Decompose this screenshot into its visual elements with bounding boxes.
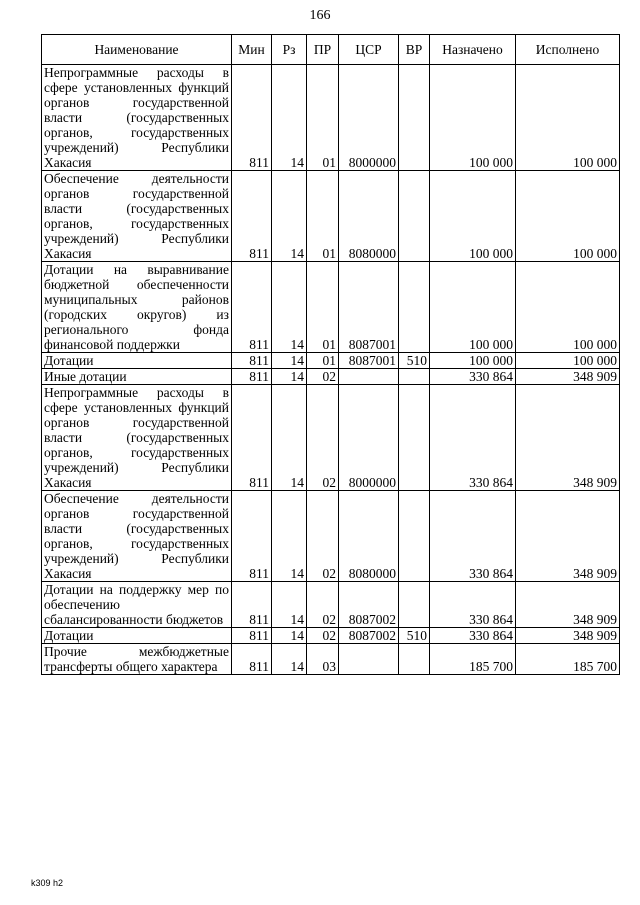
- row-rz: 14: [272, 644, 307, 675]
- row-executed: 348 909: [516, 628, 620, 644]
- row-min: 811: [232, 582, 272, 628]
- row-csr: [339, 369, 399, 385]
- page-number: 166: [309, 8, 331, 23]
- table-row: [42, 171, 620, 262]
- row-name: Непрограммные расходы в сфере установленных функций органов государственной власти (государственных органов, государственных учреждений) Республики Хакасия: [42, 385, 232, 491]
- header-csr: ЦСР: [339, 35, 399, 65]
- row-rz: 14: [272, 491, 307, 582]
- row-name: Иные дотации: [42, 369, 232, 385]
- row-rz: 14: [272, 353, 307, 369]
- row-rz: 14: [272, 65, 307, 171]
- row-csr: 8000000: [339, 65, 399, 171]
- row-vr: 510: [399, 628, 430, 644]
- row-vr: [399, 644, 430, 675]
- row-assigned: 100 000: [430, 353, 516, 369]
- row-csr: 8087001: [339, 353, 399, 369]
- row-pr: 03: [307, 644, 339, 675]
- row-csr: 8087002: [339, 628, 399, 644]
- row-min: 811: [232, 628, 272, 644]
- header-vr: ВР: [399, 35, 430, 65]
- row-csr: 8080000: [339, 491, 399, 582]
- row-rz: 14: [272, 262, 307, 353]
- row-rz: 14: [272, 171, 307, 262]
- budget-table: [41, 34, 620, 675]
- row-min: 811: [232, 262, 272, 353]
- row-vr: [399, 491, 430, 582]
- row-executed: 348 909: [516, 582, 620, 628]
- row-executed: 100 000: [516, 353, 620, 369]
- row-pr: 02: [307, 491, 339, 582]
- row-min: 811: [232, 644, 272, 675]
- row-assigned: 100 000: [430, 262, 516, 353]
- row-name: Дотации: [42, 353, 232, 369]
- row-rz: 14: [272, 385, 307, 491]
- row-vr: [399, 582, 430, 628]
- table-row: [42, 491, 620, 582]
- table-header-row: [42, 35, 620, 65]
- row-vr: [399, 262, 430, 353]
- row-pr: 01: [307, 65, 339, 171]
- row-executed: 100 000: [516, 262, 620, 353]
- row-min: 811: [232, 353, 272, 369]
- row-min: 811: [232, 171, 272, 262]
- row-assigned: 100 000: [430, 171, 516, 262]
- row-assigned: 330 864: [430, 582, 516, 628]
- row-executed: 100 000: [516, 65, 620, 171]
- header-min: Мин: [232, 35, 272, 65]
- row-name: Дотации на поддержку мер по обеспечению сбалансированности бюджетов: [42, 582, 232, 628]
- header-executed: Исполнено: [516, 35, 620, 65]
- row-executed: 100 000: [516, 171, 620, 262]
- row-rz: 14: [272, 582, 307, 628]
- row-name: Обеспечение деятельности органов государственной власти (государственных органов, государственных учреждений) Республики Хакасия: [42, 171, 232, 262]
- row-csr: 8000000: [339, 385, 399, 491]
- row-executed: 348 909: [516, 491, 620, 582]
- row-pr: 01: [307, 353, 339, 369]
- header-assigned: Назначено: [430, 35, 516, 65]
- row-pr: 01: [307, 262, 339, 353]
- row-vr: [399, 65, 430, 171]
- row-vr: [399, 171, 430, 262]
- row-csr: [339, 644, 399, 675]
- header-rz: Рз: [272, 35, 307, 65]
- table-row: [42, 582, 620, 628]
- row-name: Дотации: [42, 628, 232, 644]
- table-row: [42, 262, 620, 353]
- row-assigned: 330 864: [430, 385, 516, 491]
- row-rz: 14: [272, 369, 307, 385]
- row-vr: [399, 385, 430, 491]
- row-rz: 14: [272, 628, 307, 644]
- table-row: [42, 65, 620, 171]
- row-csr: 8087002: [339, 582, 399, 628]
- table-row: [42, 369, 620, 385]
- row-min: 811: [232, 65, 272, 171]
- row-assigned: 330 864: [430, 369, 516, 385]
- row-assigned: 185 700: [430, 644, 516, 675]
- row-vr: [399, 369, 430, 385]
- row-assigned: 100 000: [430, 65, 516, 171]
- row-pr: 02: [307, 582, 339, 628]
- footer-code: k309 h2: [31, 878, 64, 888]
- row-assigned: 330 864: [430, 491, 516, 582]
- row-name: Прочие межбюджетные трансферты общего характера: [42, 644, 232, 675]
- row-name: Непрограммные расходы в сфере установленных функций органов государственной власти (государственных органов, государственных учреждений) Республики Хакасия: [42, 65, 232, 171]
- table-row: [42, 644, 620, 675]
- row-pr: 02: [307, 628, 339, 644]
- table-row: [42, 353, 620, 369]
- row-executed: 348 909: [516, 369, 620, 385]
- row-csr: 8087001: [339, 262, 399, 353]
- row-min: 811: [232, 369, 272, 385]
- row-min: 811: [232, 385, 272, 491]
- row-name: Дотации на выравнивание бюджетной обеспеченности муниципальных районов (городских округов) из регионального фонда финансовой поддержки: [42, 262, 232, 353]
- row-executed: 185 700: [516, 644, 620, 675]
- table-row: [42, 385, 620, 491]
- header-name: Наименование: [42, 35, 232, 65]
- row-executed: 348 909: [516, 385, 620, 491]
- row-name: Обеспечение деятельности органов государственной власти (государственных органов, государственных учреждений) Республики Хакасия: [42, 491, 232, 582]
- row-pr: 01: [307, 171, 339, 262]
- table-row: [42, 628, 620, 644]
- row-assigned: 330 864: [430, 628, 516, 644]
- header-pr: ПР: [307, 35, 339, 65]
- row-pr: 02: [307, 385, 339, 491]
- row-csr: 8080000: [339, 171, 399, 262]
- row-vr: 510: [399, 353, 430, 369]
- row-pr: 02: [307, 369, 339, 385]
- row-min: 811: [232, 491, 272, 582]
